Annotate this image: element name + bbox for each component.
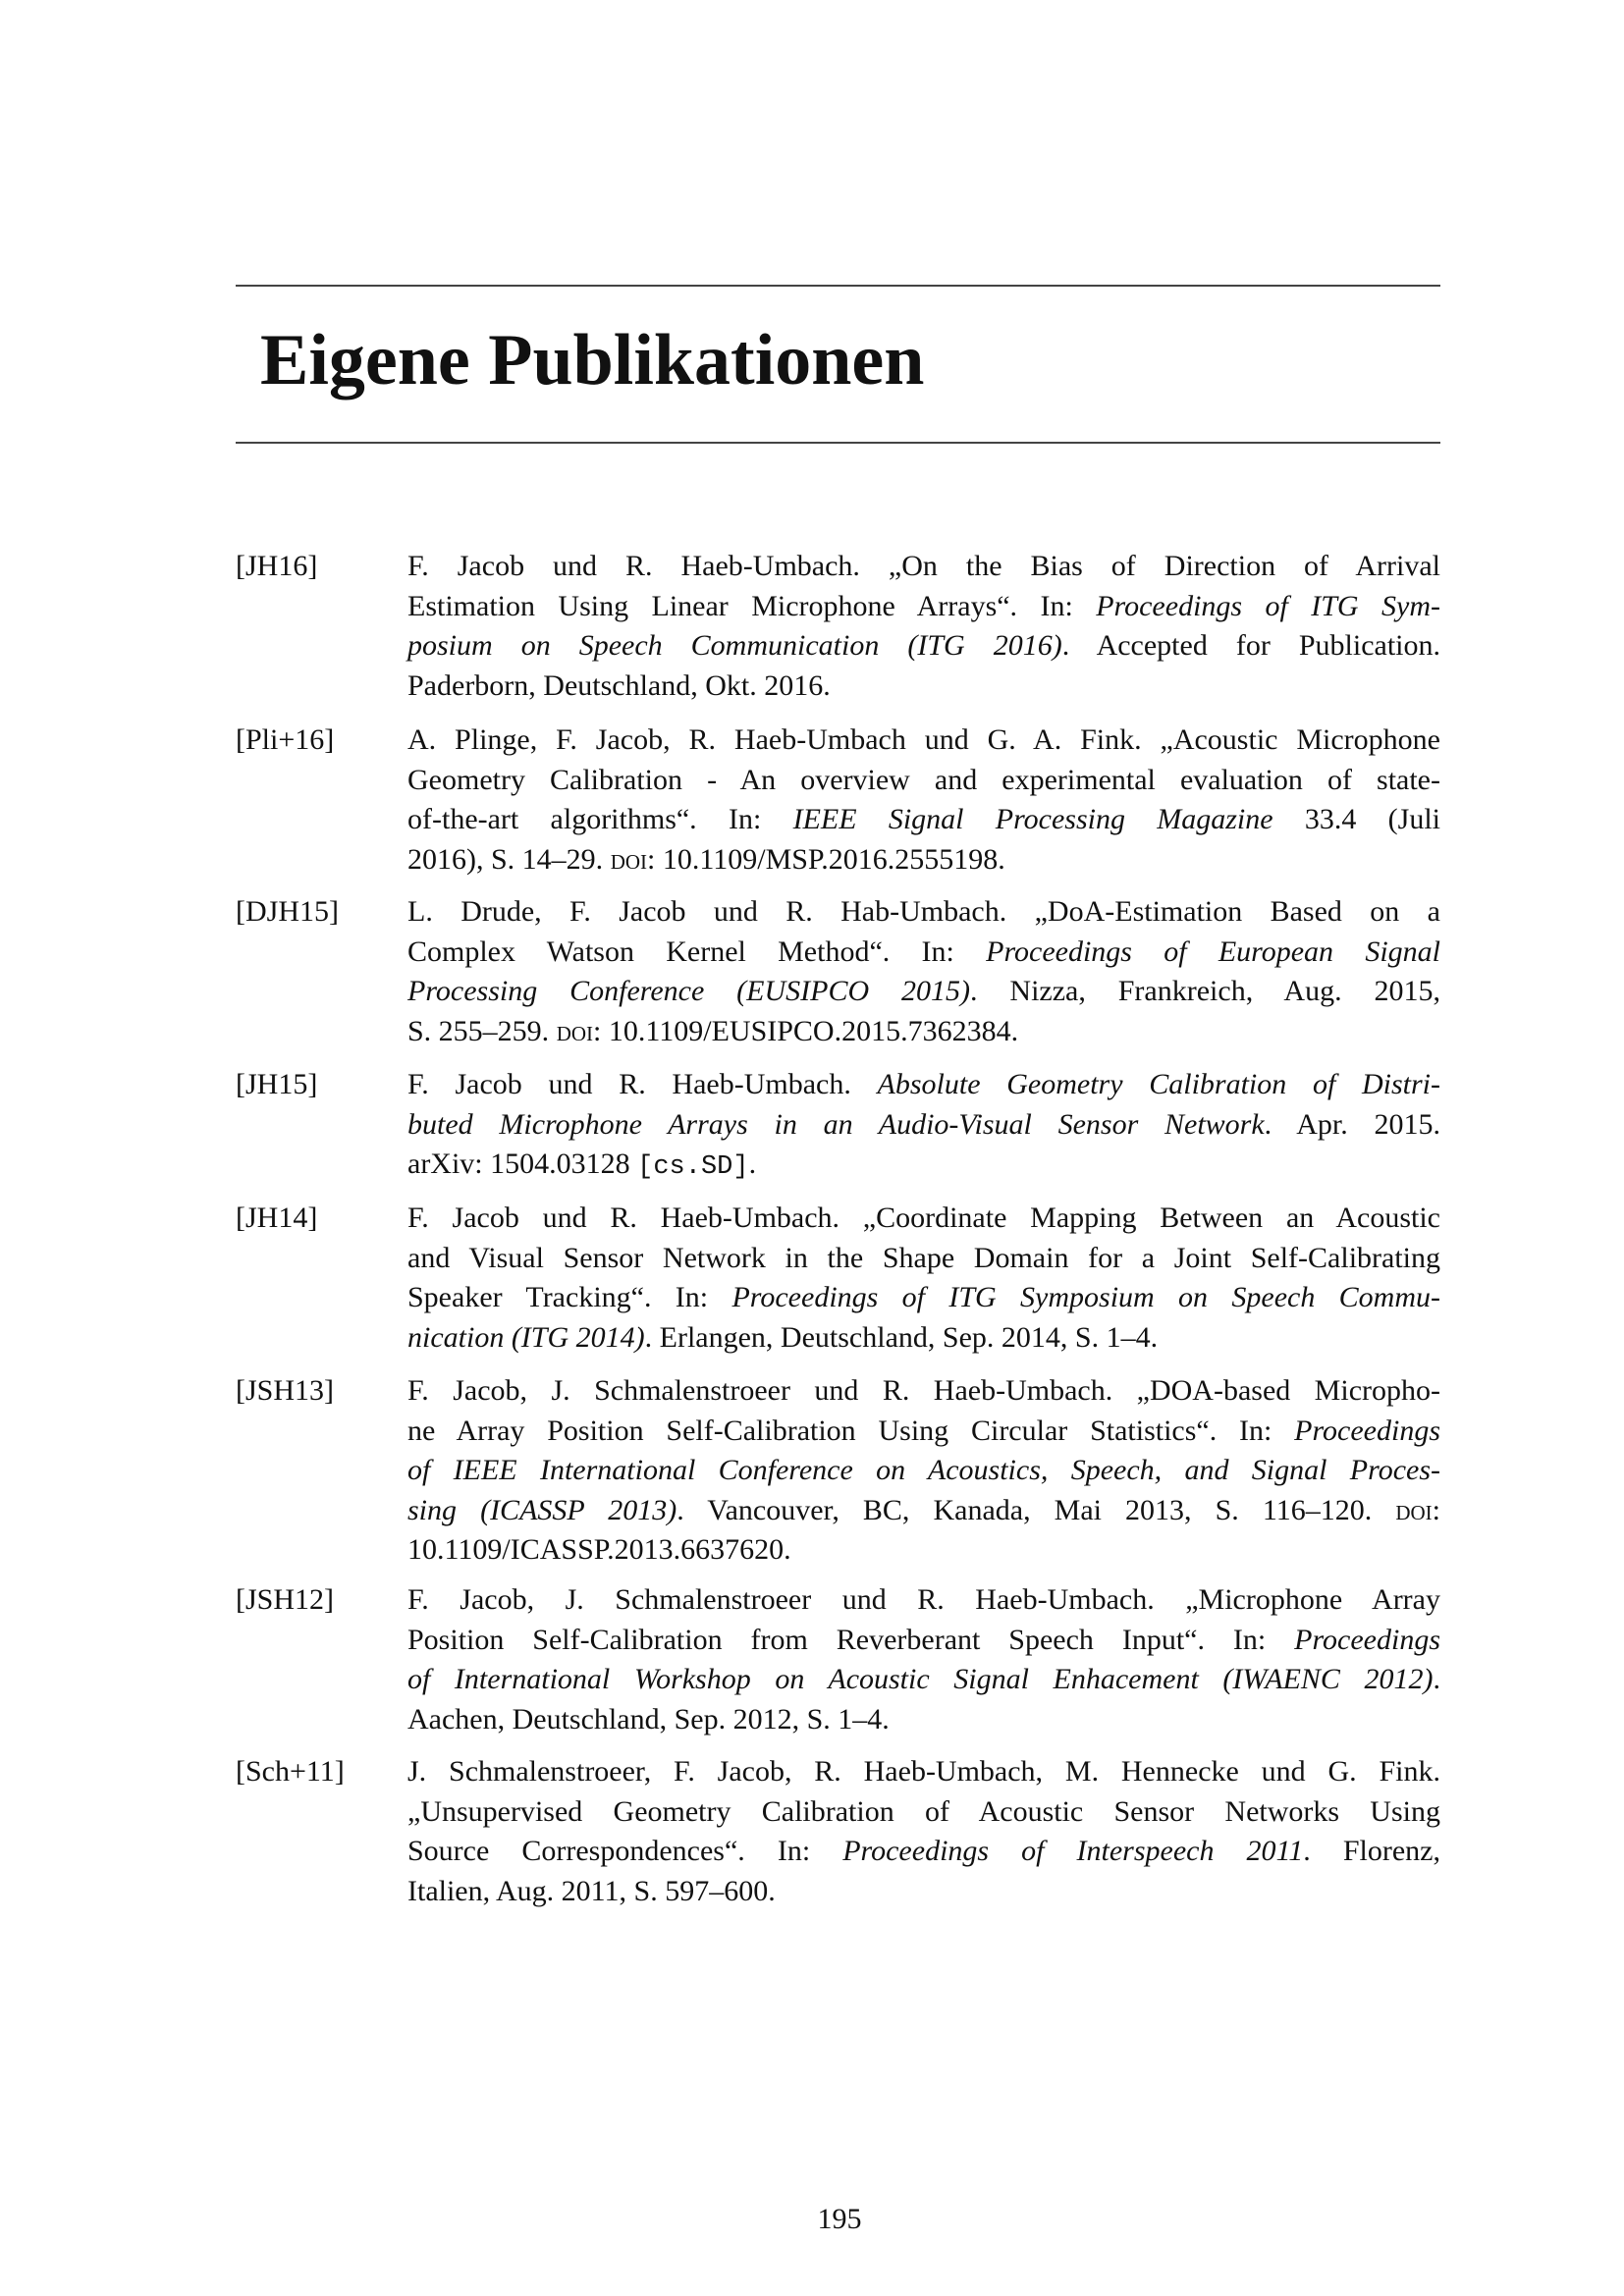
chapter-title: Eigene Publikationen [260,320,925,400]
citation-text [407,1199,1440,1358]
citation-line [407,761,1440,801]
citation-text [407,1580,1440,1739]
citation-line [407,840,1440,881]
italic-text: Proceedings [1294,1414,1440,1447]
italic-text: Proceedings of ITG Sym- [1096,589,1440,622]
citation-line [407,547,1440,587]
citation-text [407,1065,1440,1188]
citation-line [407,1491,1440,1531]
citation-line [407,1451,1440,1491]
text: Geometry Calibration - An overview and experimental evaluation of state- [407,763,1440,796]
italic-text: IEEE Signal Processing Magazine [792,803,1273,835]
text: 33.4 (Juli [1272,803,1440,835]
text: of-the-art algorithms“. In: [407,803,793,835]
text: . Accepted for Publication. [1061,629,1440,662]
citation-line [407,1872,1440,1912]
citation-text [407,547,1440,706]
text: Estimation Using Linear Microphone Arrays“. In: [407,589,1097,622]
text: Paderborn, Deutschland, Okt. 2016. [407,668,831,702]
text: 10.1109/ICASSP.2013.6637620. [407,1533,791,1566]
text: . Florenz, [1303,1835,1440,1867]
text: Position Self-Calibration from Reverberant Speech Input“. In: [407,1623,1295,1656]
text: and Visual Sensor Network in the Shape Domain for a Joint Self-Calibrating [407,1241,1440,1274]
citation-key: [DJH15] [236,895,339,928]
top-rule [236,285,1440,287]
italic-text: buted Microphone Arrays in an Audio-Visual Sensor Network [407,1107,1265,1141]
citation-line [407,1145,1440,1188]
citation-line [407,1752,1440,1792]
italic-text: Proceedings [1294,1623,1440,1656]
italic-text: posium on Speech Communication (ITG 2016) [407,629,1062,662]
citation-line [407,1318,1440,1359]
text: Complex Watson Kernel Method“. In: [407,934,987,968]
italic-text: Proceedings of Interspeech 2011 [842,1835,1304,1867]
text: Speaker Tracking“. In: [407,1281,732,1313]
text: F. Jacob und R. Haeb-Umbach. [407,1068,878,1100]
page-number: 195 [817,2203,862,2235]
citation-line [407,1660,1440,1700]
italic-text: Processing Conference (EUSIPCO 2015) [407,975,971,1007]
text: . [1433,1663,1440,1695]
text: F. Jacob, J. Schmalenstroeer und R. Haeb-Umbach. „DOA-based Micropho- [407,1374,1440,1407]
citation-line [407,800,1440,840]
citation-key: [JH14] [236,1201,318,1234]
text: „Unsupervised Geometry Calibration of Acoustic Sensor Networks Using [407,1794,1440,1828]
citation-text [407,1752,1440,1911]
citation-line [407,1530,1440,1571]
text: ne Array Position Self-Calibration Using Circular Statistics“. In: [407,1414,1295,1447]
mono-text: [cs.SD] [637,1152,749,1182]
text: doi [1395,1493,1433,1526]
text: . Apr. 2015. [1264,1107,1440,1141]
italic-text: Proceedings of ITG Symposium on Speech Commu- [731,1281,1440,1313]
citation-text [407,892,1440,1051]
citation-line [407,1012,1440,1052]
text: doi [610,842,648,876]
citation-line [407,1371,1440,1412]
citation-line [407,1580,1440,1621]
citation-line [407,892,1440,933]
text: F. Jacob und R. Haeb-Umbach. „Coordinate Mapping Between an Acoustic [407,1201,1440,1234]
citation-line [407,1199,1440,1239]
italic-text: nication (ITG 2014) [407,1320,645,1354]
text: : [1432,1493,1440,1526]
text: 2016), S. 14–29. [407,842,611,876]
citation-line [407,1065,1440,1105]
text: S. 255–259. [407,1014,557,1047]
citation-line [407,1621,1440,1661]
citation-key: [JH16] [236,550,318,582]
citation-key: [JH15] [236,1068,318,1100]
citation-text [407,721,1440,880]
text: L. Drude, F. Jacob und R. Hab-Umbach. „DoA-Estimation Based on a [407,895,1440,928]
citation-line [407,1700,1440,1740]
text: . Nizza, Frankreich, Aug. 2015, [970,975,1440,1007]
citation-line [407,721,1440,761]
citation-line [407,587,1440,627]
text: doi [556,1014,594,1047]
text: A. Plinge, F. Jacob, R. Haeb-Umbach und G. A. Fink. „Acoustic Microphone [407,723,1440,756]
citation-key: [JSH13] [236,1374,335,1407]
citation-key: [Pli+16] [236,723,335,756]
text: Italien, Aug. 2011, S. 597–600. [407,1874,776,1907]
citation-key: [Sch+11] [236,1755,345,1788]
text: . Erlangen, Deutschland, Sep. 2014, S. 1–4. [644,1320,1159,1354]
text: . Vancouver, BC, Kanada, Mai 2013, S. 116–120. [677,1493,1396,1526]
text: Aachen, Deutschland, Sep. 2012, S. 1–4. [407,1702,890,1735]
italic-text: Proceedings of European Signal [986,934,1440,968]
citation-line [407,1792,1440,1833]
italic-text: of IEEE International Conference on Acoustics, Speech, and Signal Proces- [407,1454,1440,1486]
citation-line [407,972,1440,1012]
citation-line [407,1239,1440,1279]
citation-line [407,1412,1440,1452]
text: J. Schmalenstroeer, F. Jacob, R. Haeb-Umbach, M. Hennecke und G. Fink. [407,1755,1440,1788]
citation-key: [JSH12] [236,1583,335,1616]
citation-text [407,1371,1440,1571]
italic-text: sing (ICASSP 2013) [407,1493,677,1526]
text: : 10.1109/EUSIPCO.2015.7362384. [593,1014,1019,1047]
text: . [748,1148,757,1180]
italic-text: Absolute Geometry Calibration of Distri- [877,1068,1441,1100]
citation-line [407,626,1440,667]
bottom-rule [236,442,1440,444]
text: : 10.1109/MSP.2016.2555198. [647,842,1005,876]
citation-line [407,1832,1440,1872]
citation-line [407,1278,1440,1318]
text: arXiv: 1504.03128 [407,1148,638,1180]
text: Source Correspondences“. In: [407,1835,843,1867]
citation-line [407,933,1440,973]
citation-line [407,1105,1440,1146]
italic-text: of International Workshop on Acoustic Signal Enhacement (IWAENC 2012) [407,1663,1434,1695]
text: F. Jacob und R. Haeb-Umbach. „On the Bias of Direction of Arrival [407,550,1440,582]
text: F. Jacob, J. Schmalenstroeer und R. Haeb-Umbach. „Microphone Array [407,1583,1440,1616]
citation-line [407,667,1440,707]
